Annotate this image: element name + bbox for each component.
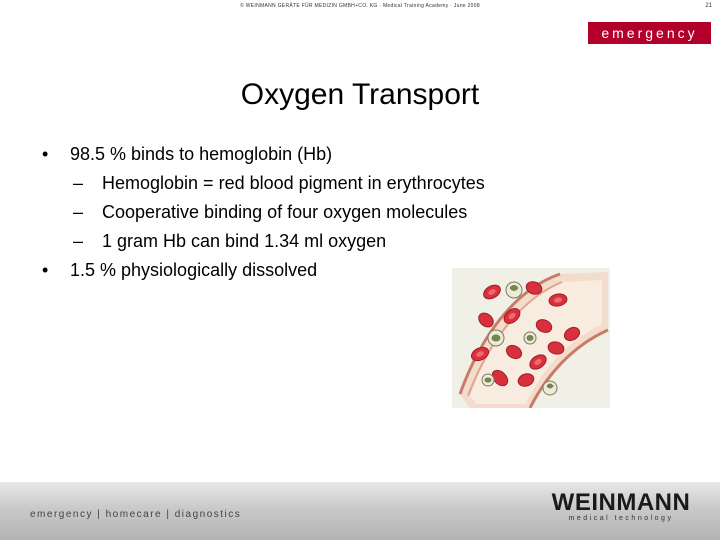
blood-vessel-image	[452, 268, 610, 408]
dash-marker: –	[73, 202, 84, 222]
sub-bullet-text: 1 gram Hb can bind 1.34 ml oxygen	[102, 231, 387, 251]
bullet-marker: •	[42, 144, 49, 164]
slide-title: Oxygen Transport	[240, 78, 480, 111]
bullet-list	[40, 140, 600, 285]
bullet-text: 98.5 % binds to hemoglobin (Hb)	[70, 144, 333, 164]
footer-band	[0, 482, 720, 540]
footer-tagline: emergency | homecare | diagnostics	[30, 509, 242, 520]
blood-vessel-illustration	[452, 268, 610, 408]
sub-bullet-item	[40, 227, 600, 256]
sub-bullet-text: Cooperative binding of four oxygen molecules	[102, 202, 468, 222]
page-number: 21	[705, 3, 712, 9]
bullet-text: 1.5 % physiologically dissolved	[70, 260, 318, 280]
bullet-marker: •	[42, 260, 49, 280]
sub-bullet-text: Hemoglobin = red blood pigment in erythrocytes	[102, 173, 485, 193]
sub-bullet-item	[40, 169, 600, 198]
sub-bullet-item	[40, 198, 600, 227]
bullet-item	[40, 140, 600, 169]
dash-marker: –	[73, 173, 84, 193]
header-copyright-note: © WEINMANN GERÄTE FÜR MEDIZIN GMBH+CO. KG · Medical Training Academy · June 2008	[240, 3, 480, 9]
weinmann-logo	[546, 489, 696, 522]
brand-subtitle: medical technology	[568, 515, 674, 522]
emergency-tag: emergency	[588, 22, 711, 44]
dash-marker: –	[73, 231, 84, 251]
brand-name: WEINMANN	[551, 489, 691, 516]
